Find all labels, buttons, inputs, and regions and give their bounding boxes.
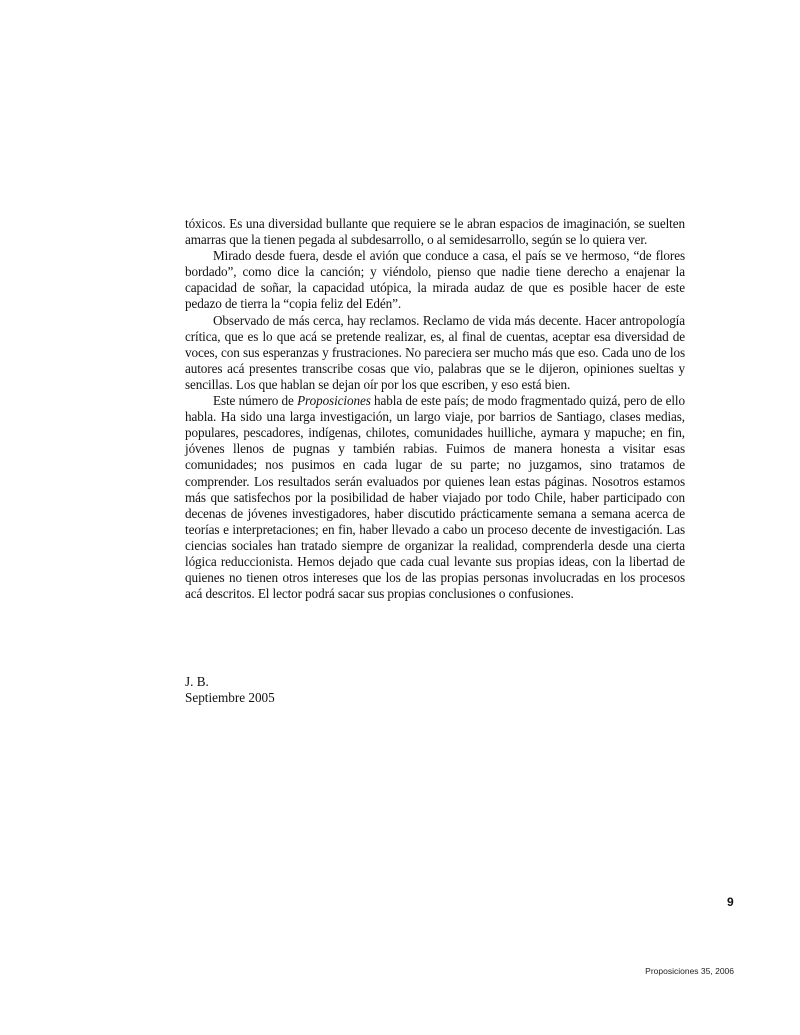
paragraph-4-text: habla de este país; de modo fragmentado quizá, pero de ello habla. Ha sido una larga investigación, un largo viaje, por barrios de Santiago, clases medias, populares, pescadores, indígenas, chilotes, comunidades huilliche, aymara y mapuche; en fin, jóvenes llenos de pugnas y también rabias. Fuimos de manera honesta a visitar esas comunidades; nos pusimos en cada lugar de su parte; no juzgamos, sino tratamos de comprender. Los resultados serán evaluados por quienes lean estas páginas. Nosotros estamos más que satisfechos por la posibilidad de haber viajado por todo Chile, haber participado con decenas de jóvenes investigadores, haber discutido prácticamente semana a semana acerca de teorías e interpretaciones; en fin, haber llevado a cabo un proceso decente de investigación. Las ciencias sociales han tratado siempre de organizar la realidad, comprenderla desde una cierta lógica reduccionista. Hemos dejado que cada cual levante sus propias ideas, con la libertad de quienes no tienen otros intereses que los de las propias personas involucradas en los procesos acá descritos. El lector podrá sacar sus propias conclusiones o confusiones. bbox=[185, 393, 685, 602]
paragraph-1: tóxicos. Es una diversidad bullante que requiere se le abran espacios de imaginación, se suelten amarras que la tienen pegada al subdesarrollo, o al semidesarrollo, según se lo quiera ver. bbox=[185, 216, 685, 248]
author-initials: J. B. bbox=[185, 674, 209, 689]
paragraph-4 bbox=[185, 393, 685, 602]
paragraph-2: Mirado desde fuera, desde el avión que conduce a casa, el país se ve hermoso, “de flores bordado”, como dice la canción; y viéndolo, pienso que nadie tiene derecho a enajenar la capacidad de soñar, la capacidad utópica, la mirada audaz de que es posible hacer de este pedazo de tierra la “copia feliz del Edén”. bbox=[185, 248, 685, 312]
signature-block bbox=[185, 674, 275, 706]
journal-title-italic: Proposiciones bbox=[297, 393, 371, 409]
body-text bbox=[185, 216, 685, 602]
paragraph-3: Observado de más cerca, hay reclamos. Reclamo de vida más decente. Hacer antropología crítica, que es lo que acá se pretende realizar, es, al final de cuentas, aceptar esa diversidad de voces, con sus esperanzas y frustraciones. No pareciera ser mucho más que eso. Cada uno de los autores acá presentes transcribe cosas que vio, palabras que se le dijeron, opiniones sueltas y sencillas. Los que hablan se dejan oír por los que escriben, y eso está bien. bbox=[185, 312, 685, 392]
signature-date: Septiembre 2005 bbox=[185, 690, 275, 705]
page-number: 9 bbox=[727, 895, 734, 909]
journal-footer: Proposiciones 35, 2006 bbox=[645, 966, 734, 976]
paragraph-4-prefix: Este número de bbox=[213, 393, 298, 409]
